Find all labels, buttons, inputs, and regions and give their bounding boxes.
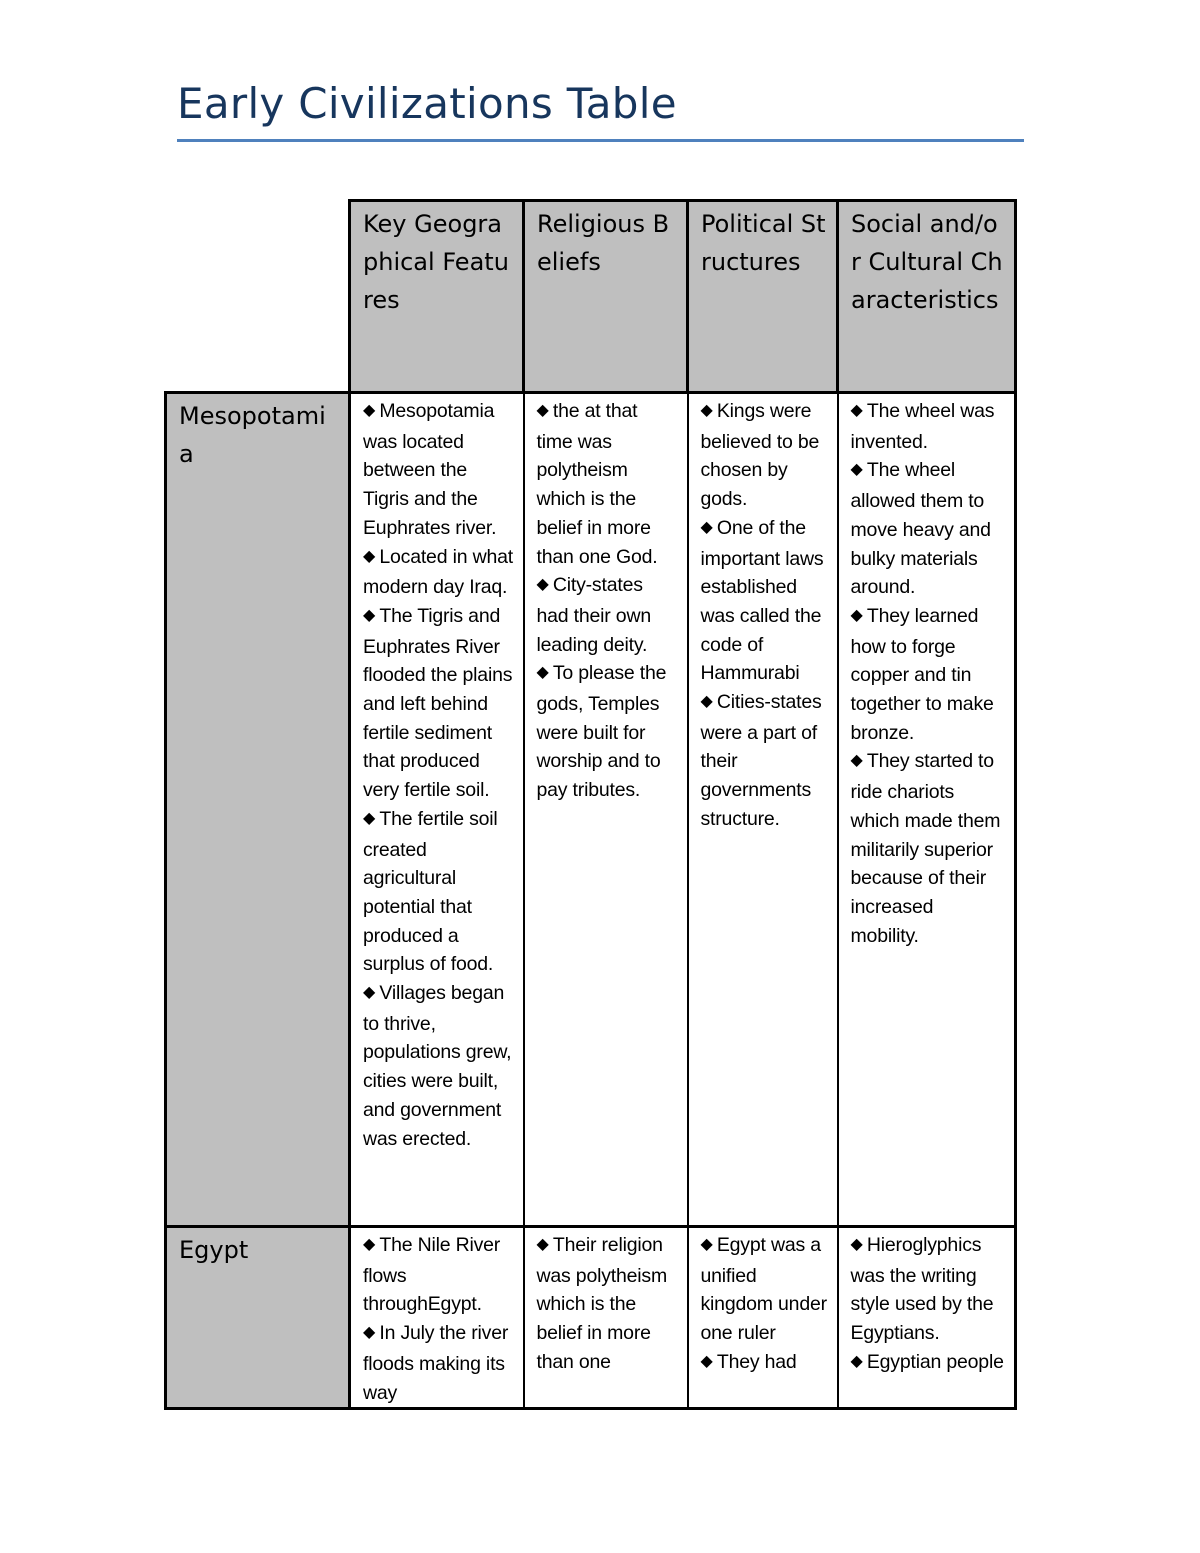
header-religion: Religious Beliefs <box>524 201 688 393</box>
header-geography: Key Geographical Features <box>350 201 524 393</box>
row-label-egypt: Egypt <box>166 1227 350 1409</box>
bullet-item: ◆ the at that time was polytheism which is the belief in more than one God. <box>537 397 679 571</box>
bullet-list <box>701 1231 829 1379</box>
bullet-item: ◆ Villages began to thrive, populations grew, cities were built, and government was erected. <box>363 979 515 1153</box>
bullet-item: ◆ In July the river floods making its way <box>363 1319 515 1407</box>
bullet-item: ◆ The Tigris and Euphrates River flooded the plains and left behind fertile sediment that produced very fertile soil. <box>363 602 515 805</box>
cell-egypt-politics <box>688 1227 838 1409</box>
cell-egypt-social-culture <box>838 1227 1016 1409</box>
cell-mesopotamia-social-culture <box>838 393 1016 1227</box>
bullet-item: ◆ They learned how to forge copper and tin together to make bronze. <box>851 602 1007 748</box>
bullet-item: ◆ Cities-states were a part of their governments structure. <box>701 688 829 834</box>
bullet-item: ◆ Kings were believed to be chosen by gods. <box>701 397 829 514</box>
cell-mesopotamia-politics <box>688 393 838 1227</box>
bullet-list <box>851 1231 1007 1379</box>
bullet-item: ◆ Hieroglyphics was the writing style used by the Egyptians. <box>851 1231 1007 1348</box>
header-social-culture: Social and/or Cultural Characteristics <box>838 201 1016 393</box>
row-label-mesopotamia: Mesopotamia <box>166 393 350 1227</box>
bullet-item: ◆ To please the gods, Temples were built for worship and to pay tributes. <box>537 659 679 805</box>
bullet-item: ◆ The Nile River flows throughEgypt. <box>363 1231 515 1319</box>
bullet-item: ◆ Mesopotamia was located between the Tigris and the Euphrates river. <box>363 397 515 543</box>
civilizations-table <box>164 199 1017 1410</box>
bullet-list <box>851 397 1007 950</box>
bullet-item: ◆ The wheel allowed them to move heavy and bulky materials around. <box>851 456 1007 602</box>
bullet-item: ◆ They had <box>701 1348 829 1379</box>
table-row-mesopotamia <box>166 393 1016 1227</box>
bullet-item: ◆ They started to ride chariots which made them militarily superior because of their increased mobility. <box>851 747 1007 950</box>
cell-egypt-religion <box>524 1227 688 1409</box>
bullet-list <box>537 1231 679 1377</box>
bullet-item: ◆ Located in what modern day Iraq. <box>363 543 515 602</box>
bullet-item: ◆ Egyptian people <box>851 1348 1007 1379</box>
cell-mesopotamia-religion <box>524 393 688 1227</box>
bullet-list <box>537 397 679 805</box>
title-rule <box>177 139 1024 142</box>
table-header-row <box>166 201 1016 393</box>
bullet-list <box>363 397 515 1153</box>
document-title: Early Civilizations Table <box>177 79 677 128</box>
bullet-item: ◆ Egypt was a unified kingdom under one ruler <box>701 1231 829 1348</box>
bullet-item: ◆ City-states had their own leading deity. <box>537 571 679 659</box>
table-corner-cell <box>166 201 350 393</box>
bullet-list <box>701 397 829 834</box>
bullet-item: ◆ Their religion was polytheism which is the belief in more than one <box>537 1231 679 1377</box>
cell-mesopotamia-geography <box>350 393 524 1227</box>
bullet-item: ◆ One of the important laws established was called the code of Hammurabi <box>701 514 829 688</box>
bullet-item: ◆ The wheel was invented. <box>851 397 1007 456</box>
bullet-item: ◆ The fertile soil created agricultural potential that produced a surplus of food. <box>363 805 515 979</box>
table-row-egypt <box>166 1227 1016 1409</box>
header-politics: Political Structures <box>688 201 838 393</box>
cell-egypt-geography <box>350 1227 524 1409</box>
bullet-list <box>363 1231 515 1407</box>
